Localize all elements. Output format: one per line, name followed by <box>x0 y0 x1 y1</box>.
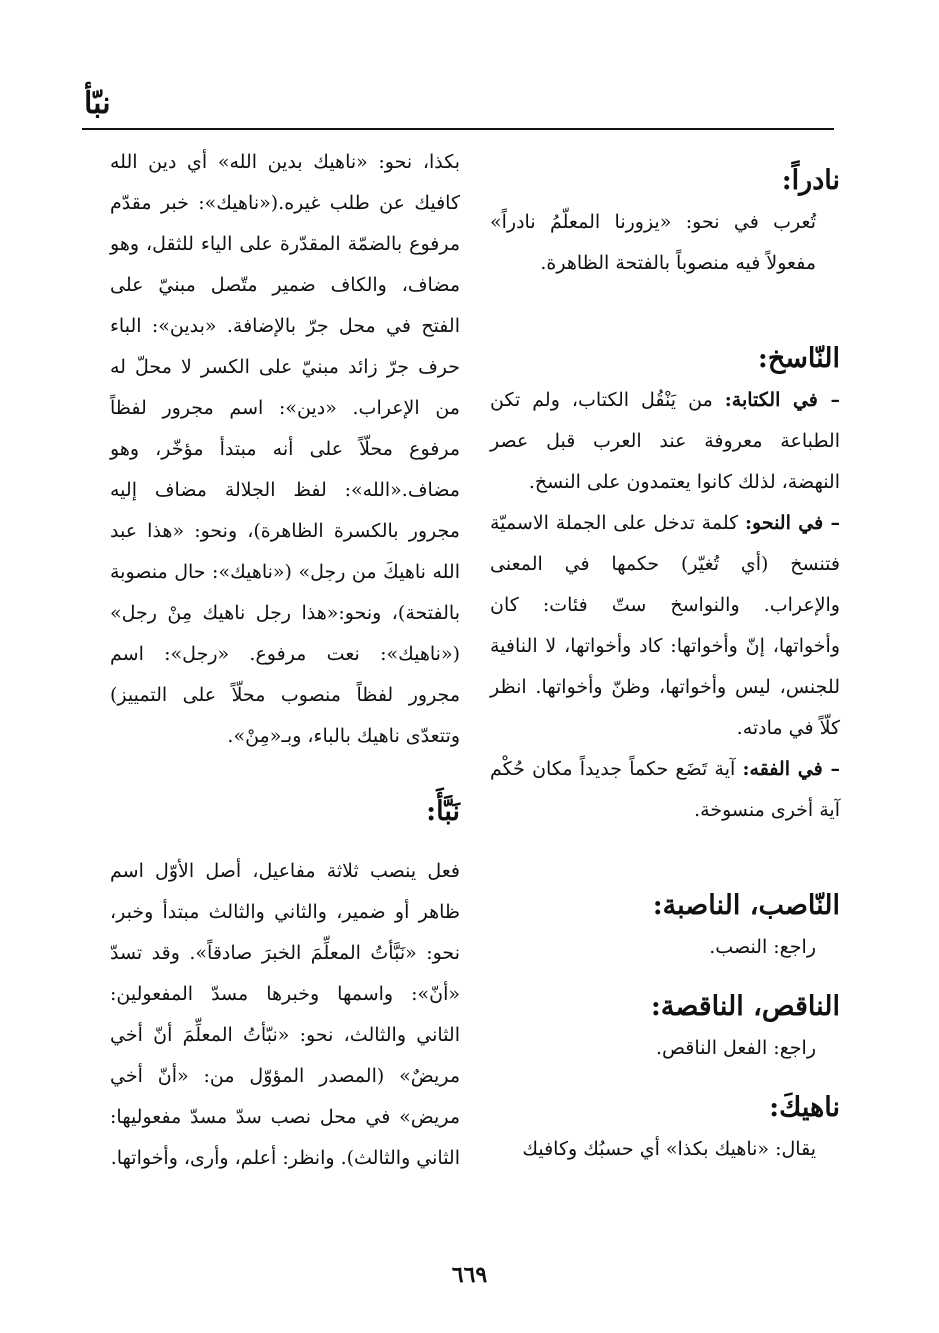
left-column <box>110 142 460 1179</box>
page-number: ٦٦٩ <box>451 1262 488 1288</box>
entry-text-nabba: فعل ينصب ثلاثة مفاعيل، أصل الأوّل اسم ظاهر أو ضمير، والثاني والثالث مبتدأ وخبر، نحو: «نَبَّأتُ المعلِّمَ الخبرَ صادقاً». وقد تسدّ «أنّ»: واسمها وخبرها مسدّ المفعولين: الثاني والثالث، نحو: «نبّأتُ المعلِّمَ أنّ أخي مريضٌ» (المصدر المؤوّل من: «أنّ أخي مريض» في محل نصب سدّ مسدّ مفعوليها: الثاني والثالث). وانظر: أعلم، وأرى، وأخواتها. <box>110 860 460 1169</box>
running-header-word: نبّأ <box>84 86 111 121</box>
nasikh-kitaba-lead: – في الكتابة: <box>724 389 840 411</box>
entry-title-nasikh: النّاسخ: <box>757 343 840 374</box>
right-column <box>490 142 840 1170</box>
header-rule <box>82 128 834 130</box>
entry-title-nahika: ناهيكَ: <box>769 1092 840 1123</box>
nasikh-fiqh-lead: – في الفقه: <box>742 758 840 780</box>
entry-text-naqis: راجع: الفعل الناقص. <box>655 1037 816 1059</box>
nasikh-kitaba-text: من يَنْقُل الكتاب، ولم تكن الطباعة معروفة عند العرب قبل عصر النهضة، لذلك كانوا يعتمدون على النسخ. <box>490 389 840 493</box>
nasikh-fiqh-paragraph <box>490 749 840 831</box>
entry-text-nahika-continued: بكذا، نحو: «ناهيك بدين الله» أي دين الله كافيك عن طلب غيره.(«ناهيك»: خبر مقدّم مرفوع بالضمّة المقدّرة على الياء للثقل، وهو مضاف، والكاف ضمير متّصل مبنيّ على الفتح في محل جرّ بالإضافة. «بدين»: الباء حرف جرّ زائد مبنيّ على الكسر لا محلّ له من الإعراب. «دين»: اسم مجرور لفظاً مرفوع محلّاً على أنه مبتدأ مؤخّر، وهو مضاف.«الله»: لفظ الجلالة مضاف إليه مجرور بالكسرة الظاهرة)، ونحو: «هذا عبد الله ناهيكَ من رجل» («ناهيك»: حال منصوبة بالفتحة)، ونحو:«هذا رجل ناهيك مِنْ رجل» («ناهيك»: نعت مرفوع. «رجل»: اسم مجرور لفظاً منصوب محلّاً على التمييز) وتتعدّى ناهيك بالباء، وبـ«مِنْ». <box>110 151 460 747</box>
nasikh-fiqh-text: آية تَضَع حكماً جديداً مكان حُكْم آية أخرى منسوخة. <box>490 758 840 821</box>
entry-text-nadiran: تُعرب في نحو: «يزورنا المعلّمُ نادراً» مفعولاً فيه منصوباً بالفتحة الظاهرة. <box>490 211 816 274</box>
entry-title-naqis: الناقص، الناقصة: <box>650 991 840 1022</box>
nasikh-nahw-paragraph <box>490 503 840 749</box>
entry-text-nahika: يقال: «ناهيك بكذا» أي حسبُك وكافيك <box>522 1138 816 1160</box>
nasikh-nahw-lead: – في النحو: <box>744 512 840 534</box>
nasikh-kitaba-paragraph <box>490 380 840 503</box>
nasikh-nahw-text: كلمة تدخل على الجملة الاسميّة فتنسخ (أي تُغيّر) حكمها في المعنى والإعراب. والنواسخ ستّ فئات: كان وأخواتها، إنّ وأخواتها: كاد وأخواتها، لا النافية للجنس، ليس وأخواتها، وظنّ وأخواتها. انظر كلّاً في مادته. <box>490 512 840 739</box>
entry-title-nadiran: نادراً: <box>781 165 840 196</box>
entry-title-nasib: النّاصب، الناصبة: <box>652 890 840 921</box>
entry-text-nasib: راجع: النصب. <box>709 936 816 958</box>
entry-title-nabba: نَبَّأَ: <box>426 796 460 827</box>
